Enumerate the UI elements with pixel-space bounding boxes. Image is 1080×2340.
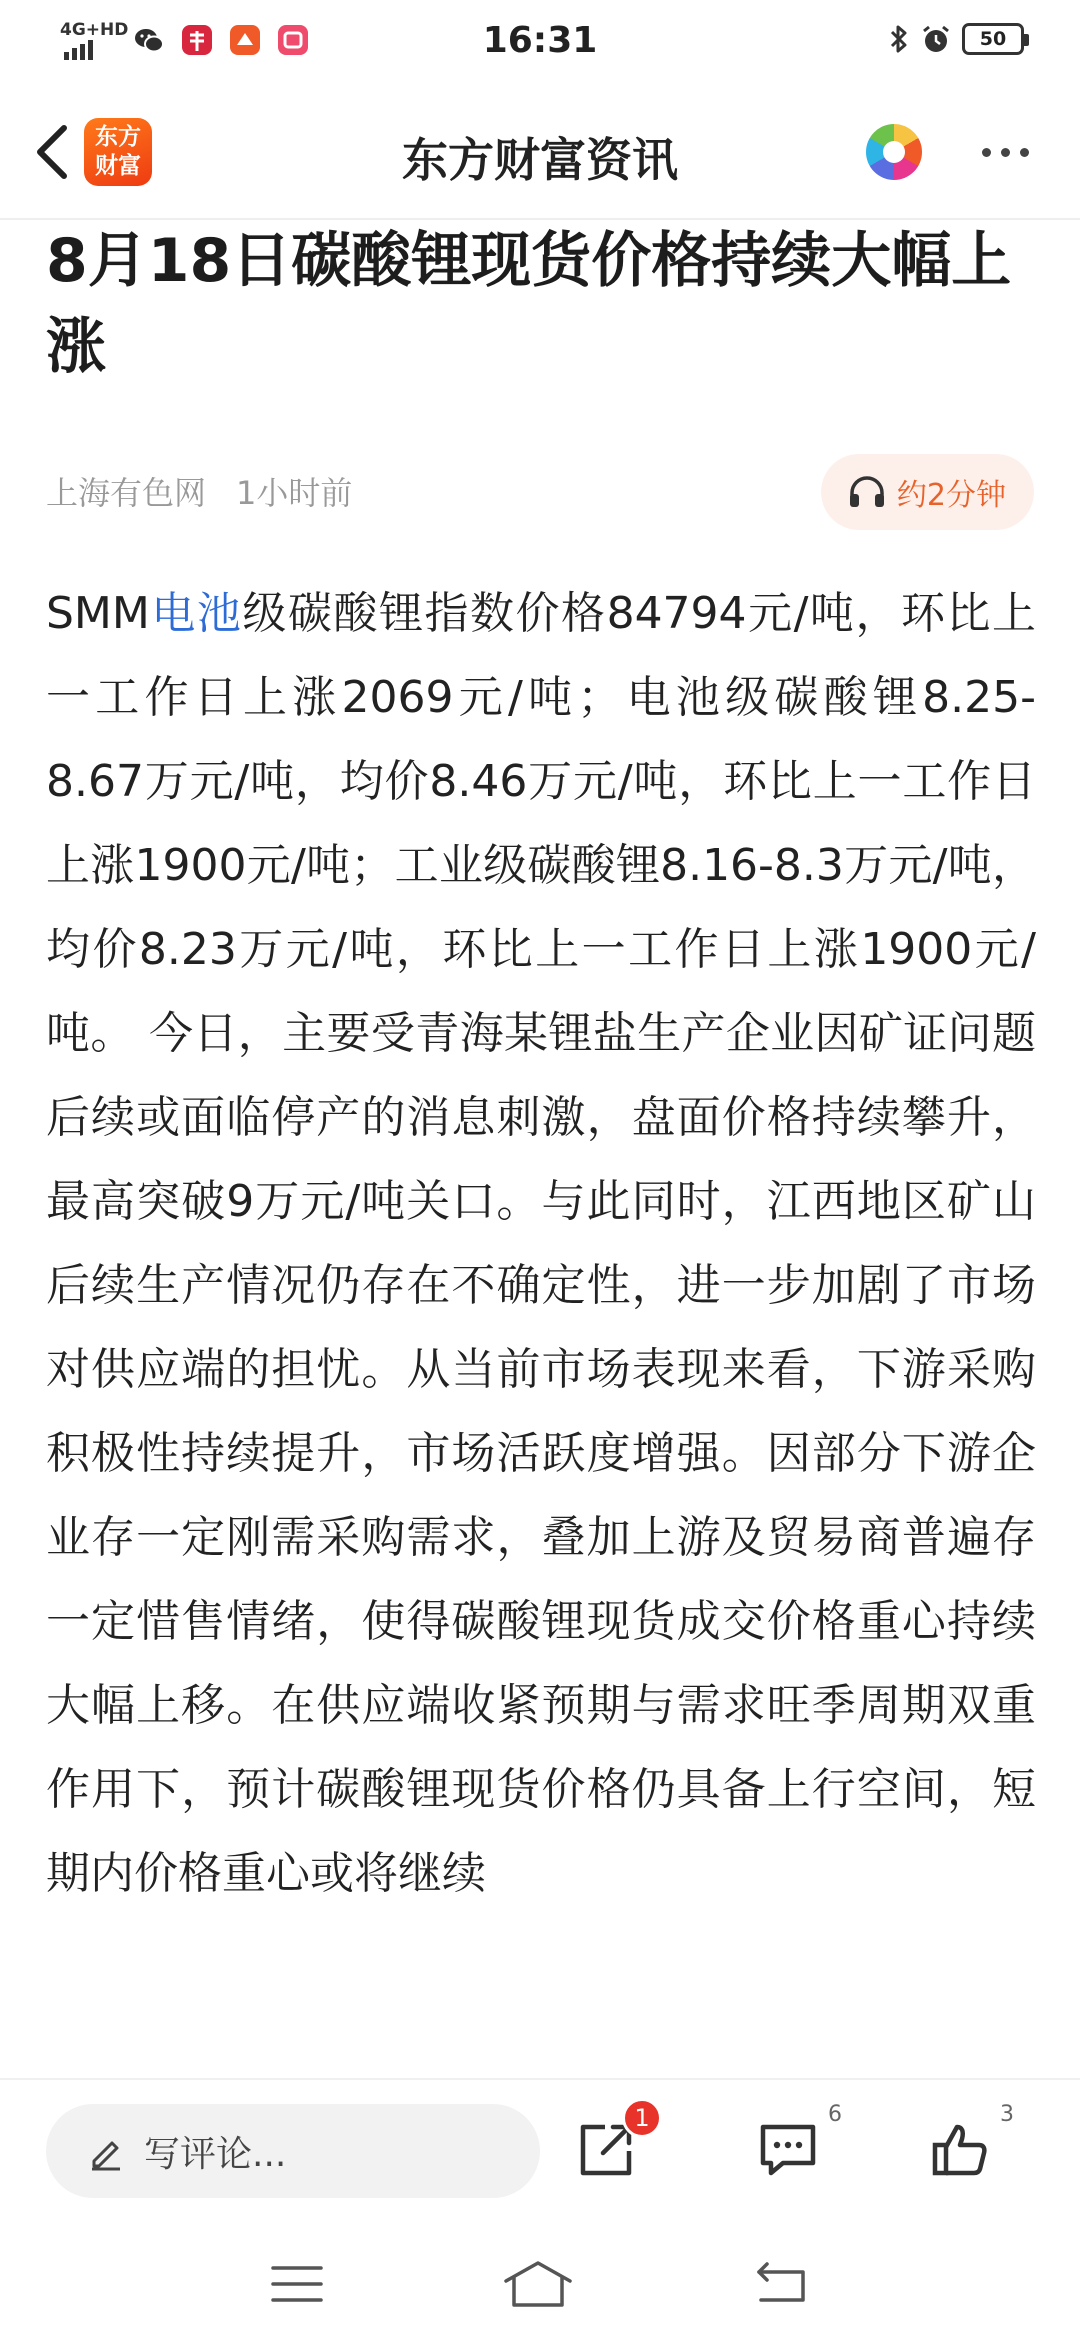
dot-icon <box>982 148 991 157</box>
thumbs-up-icon <box>929 2119 991 2181</box>
system-nav-bar <box>0 2228 1080 2340</box>
comment-input[interactable] <box>46 2104 540 2198</box>
more-options-button[interactable] <box>970 130 1040 174</box>
pencil-icon <box>86 2131 126 2171</box>
comments-button[interactable] <box>748 2102 842 2190</box>
headphones-icon <box>847 474 887 510</box>
status-bar <box>0 0 1080 84</box>
body-keyword-link[interactable]: 电池 <box>149 588 243 639</box>
article-time: 1小时前 <box>236 474 353 512</box>
article-title: 8月18日碳酸锂现货价格持续大幅上涨 <box>46 226 1012 382</box>
comment-count: 6 <box>828 2102 842 2127</box>
status-right <box>888 22 1024 56</box>
like-button[interactable] <box>920 2102 1014 2190</box>
app-header <box>0 84 1080 220</box>
article-meta <box>46 468 352 514</box>
color-wheel-icon[interactable] <box>866 124 922 180</box>
body-text: 级碳酸锂指数价格84794元/吨，环比上一工作日上涨2069元/吨；电池级碳酸锂8.25-8.67万元/吨，均价8.46万元/吨，环比上一工作日上涨1900元/吨；工业级碳酸锂8.16-8.3万元/吨，均价8.23万元/吨，环比上一工作日上涨1900元/吨。 今日，主要受青海某锂盐生产企业因矿证问题后续或面临停产的消息刺激，盘面价格持续攀升，最高突破9万元/吨关口。与此同时，江西地区矿山后续生产情况仍存在不确定性，进一步加剧了市场对供应端的担忧。从当前市场表现来看，下游采购积极性持续提升，市场活跃度增强。因部分下游企业存一定刚需采购需求，叠加上游及贸易商普遍存一定惜售情绪，使得碳酸锂现货成交价格重心持续大幅上移。在供应端收紧预期与需求旺季周期双重作用下，预计碳酸锂现货价格仍具备上行空间，短期内价格重心或将继续 <box>46 588 1037 1899</box>
comment-placeholder: 写评论... <box>144 2133 287 2175</box>
app-logo[interactable]: 东方财富 <box>84 118 152 186</box>
listen-button[interactable] <box>821 454 1034 530</box>
bluetooth-icon <box>888 22 910 56</box>
article-source[interactable]: 上海有色网 <box>46 474 207 512</box>
body-prefix: SMM <box>46 588 150 639</box>
back-nav-icon[interactable] <box>751 2262 811 2306</box>
share-badge: 1 <box>622 2098 662 2138</box>
page-title: 东方财富资讯 <box>402 133 678 187</box>
share-button[interactable] <box>566 2104 650 2190</box>
clock: 16:31 <box>482 20 598 61</box>
alarm-icon <box>920 23 952 55</box>
dot-icon <box>1020 148 1029 157</box>
network-type: 4G+HD <box>60 20 129 40</box>
battery-icon <box>962 23 1024 55</box>
battery-level: 50 <box>979 28 1007 50</box>
article-body <box>46 572 1036 1916</box>
home-icon[interactable] <box>502 2259 574 2309</box>
dot-icon <box>1001 148 1010 157</box>
listen-duration: 约2分钟 <box>896 478 1006 513</box>
bottom-action-bar <box>0 2078 1080 2228</box>
like-count: 3 <box>1000 2102 1014 2127</box>
menu-icon[interactable] <box>269 2262 325 2306</box>
comment-bubble-icon <box>757 2119 819 2181</box>
